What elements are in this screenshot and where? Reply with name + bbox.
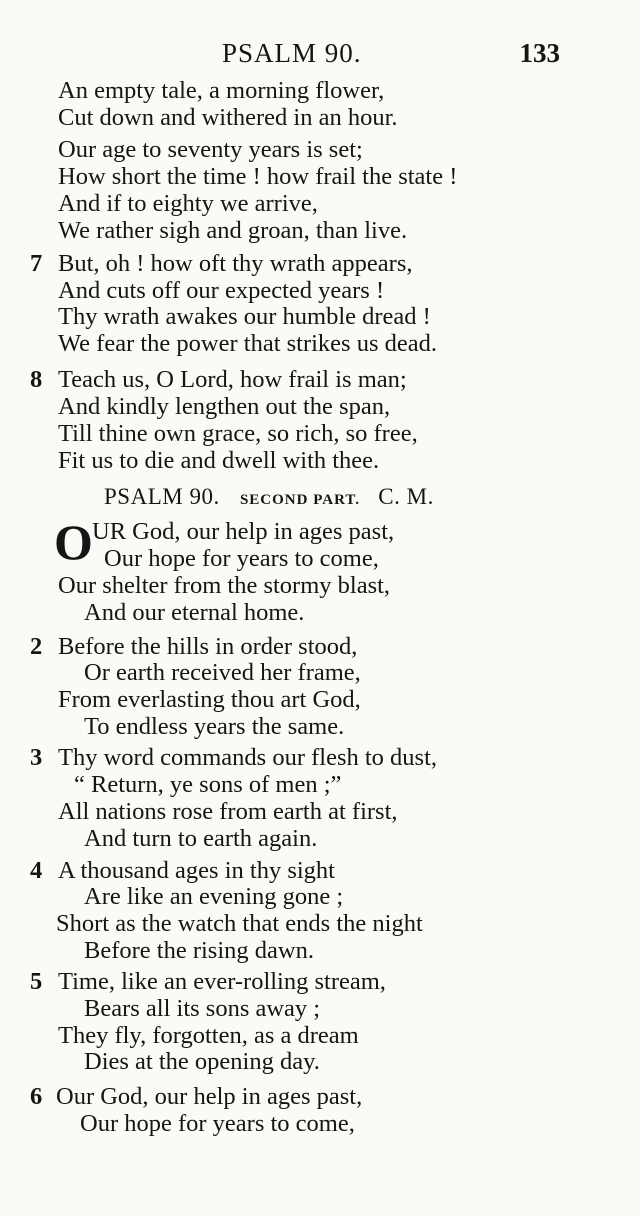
drop-cap: O [54, 514, 93, 570]
verse-line: Time, like an ever-rolling stream, [58, 968, 386, 995]
verse-line: And our eternal home. [84, 599, 305, 626]
verse-line: They fly, forgotten, as a dream [58, 1022, 359, 1049]
verse-line: And if to eighty we arrive, [58, 190, 318, 217]
verse-line: Teach us, O Lord, how frail is man; [58, 366, 407, 393]
running-head [0, 38, 640, 68]
verse-line: All nations rose from earth at first, [58, 798, 398, 825]
verse-line: Fit us to die and dwell with thee. [58, 447, 380, 474]
verse-number: 8 [30, 366, 43, 393]
verse-line: Thy word commands our flesh to dust, [58, 744, 438, 771]
verse-line: Till thine own grace, so rich, so free, [58, 420, 418, 447]
verse-number: 5 [30, 968, 43, 995]
verse-line: Are like an evening gone ; [84, 883, 344, 910]
page-title: PSALM 90. [222, 38, 362, 68]
verse-number: 3 [30, 744, 43, 771]
verse-line: We fear the power that strikes us dead. [58, 330, 437, 357]
verse-line: A thousand ages in thy sight [58, 857, 335, 884]
verse-line: Our age to seventy years is set; [58, 136, 363, 163]
verse-line: Our hope for years to come, [80, 1110, 355, 1137]
verse-line: But, oh ! how oft thy wrath appears, [58, 250, 413, 277]
verse-line: Bears all its sons away ; [84, 995, 321, 1022]
verse-line: Our God, our help in ages past, [56, 1083, 363, 1110]
verse-line: To endless years the same. [84, 713, 345, 740]
page-number: 133 [519, 38, 560, 68]
verse-line: From everlasting thou art God, [58, 686, 361, 713]
verse-line: UR God, our help in ages past, [92, 518, 395, 545]
verse-line: How short the time ! how frail the state ! [58, 163, 458, 190]
verse-line: Our shelter from the stormy blast, [58, 572, 391, 599]
verse-line: And cuts off our expected years ! [58, 277, 385, 304]
section-heading [104, 482, 434, 512]
verse-number: 6 [30, 1083, 43, 1110]
section-heading-part: SECOND PART. [239, 492, 361, 508]
verse-line: Thy wrath awakes our humble dread ! [58, 303, 431, 330]
verse-number: 2 [30, 633, 43, 660]
verse-line: Short as the watch that ends the night [56, 910, 423, 937]
verse-number: 7 [30, 250, 43, 277]
verse-line: And kindly lengthen out the span, [58, 393, 391, 420]
verse-line: Or earth received her frame, [84, 659, 361, 686]
verse-line: We rather sigh and groan, than live. [58, 217, 408, 244]
section-heading-title: PSALM 90. [104, 484, 220, 509]
verse-line: Cut down and withered in an hour. [58, 104, 398, 131]
verse-line: Before the rising dawn. [84, 937, 314, 964]
verse-line: And turn to earth again. [84, 825, 318, 852]
verse-line: Before the hills in order stood, [58, 633, 358, 660]
verse-line: An empty tale, a morning flower, [58, 77, 385, 104]
verse-line: Our hope for years to come, [104, 545, 379, 572]
section-heading-meter: C. M. [378, 484, 434, 509]
verse-number: 4 [30, 857, 43, 884]
verse-line: “ Return, ye sons of men ;” [74, 771, 342, 798]
verse-line: Dies at the opening day. [84, 1048, 320, 1075]
